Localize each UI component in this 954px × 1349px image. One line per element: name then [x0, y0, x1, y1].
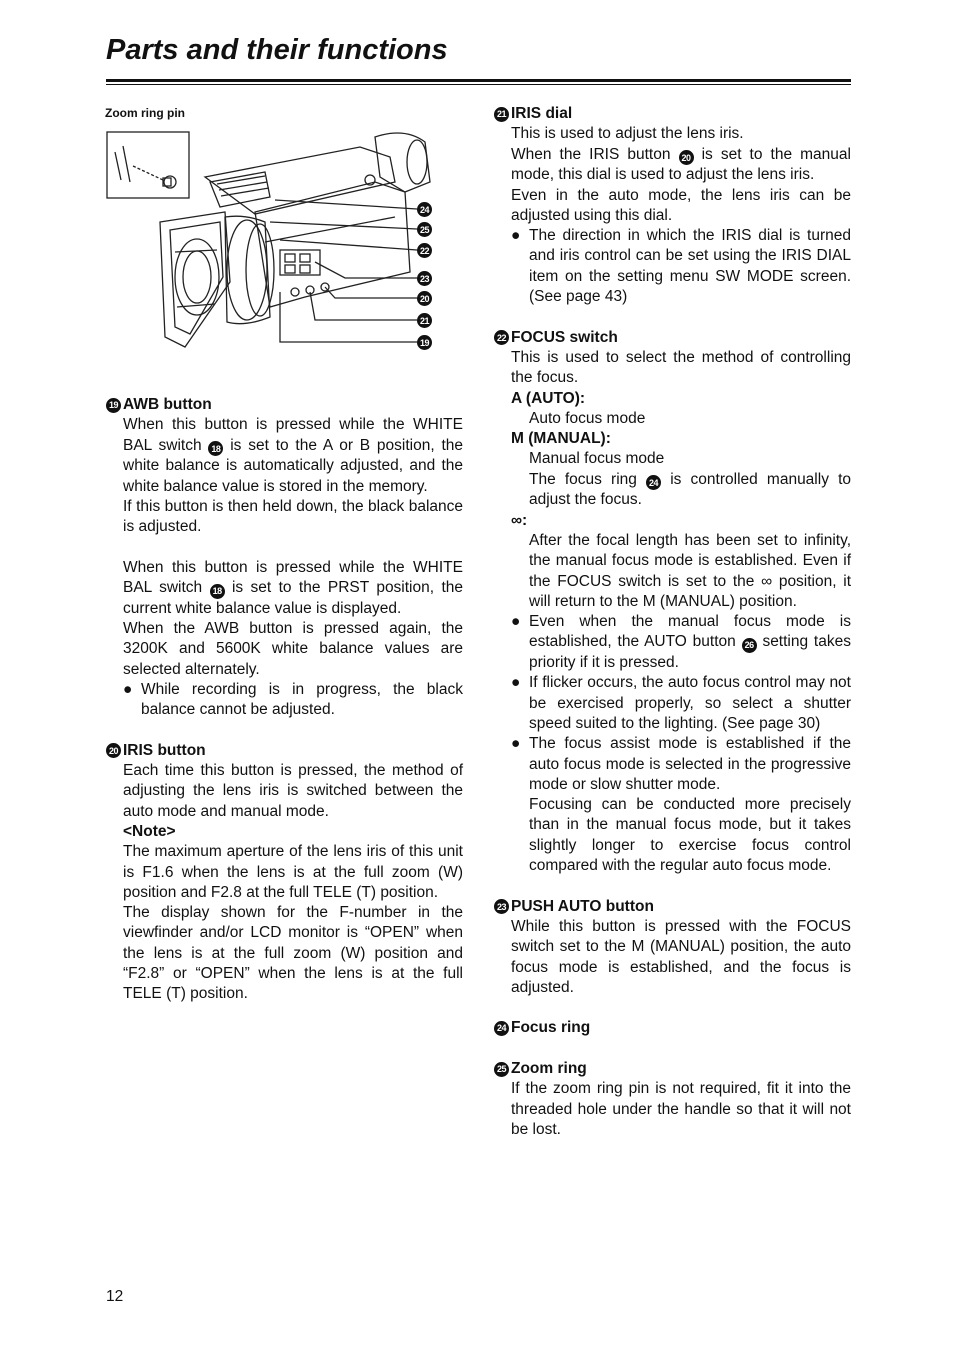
callout-24: 24 [417, 202, 432, 217]
paragraph: Each time this button is pressed, the method of adjusting the lens iris is switched between the auto mode and manual mode. [123, 762, 463, 820]
bullet-item [511, 612, 851, 673]
item-number-badge: 24 [494, 1021, 509, 1036]
section-push-auto-button [494, 897, 851, 998]
page-title: Parts and their functions [106, 34, 448, 66]
item-number-badge: 20 [106, 743, 121, 758]
section-zoom-ring [494, 1059, 851, 1140]
text-run: setting takes priority if it is pressed. [529, 633, 851, 672]
zoom-ring-pin-inset [107, 132, 189, 198]
callout-19: 19 [417, 335, 432, 350]
ref-badge: 18 [208, 441, 223, 456]
text-run: is set to the A or B position, the white balance is automatically adjusted, and the white balance value is stored in the memory. [123, 436, 464, 495]
manual-text-2 [529, 470, 851, 511]
text-run: is controlled manually to adjust the focus. [529, 470, 852, 509]
paragraph [123, 415, 463, 497]
section-title: AWB button [123, 396, 212, 413]
callout-23: 23 [417, 271, 432, 286]
manual-text: Manual focus mode [529, 450, 665, 468]
paragraph: While this button is pressed with the FOCUS switch set to the M (MANUAL) position, the auto focus mode is established, and the focus is adjusted. [511, 917, 851, 996]
section-heading [106, 395, 463, 415]
note-label: <Note> [123, 822, 176, 840]
item-number-badge: 19 [106, 398, 121, 413]
zoom-ring-pin-label: Zoom ring pin [105, 106, 185, 120]
page-number: 12 [106, 1288, 124, 1305]
ref-badge: 24 [646, 475, 661, 490]
ref-badge: 18 [210, 584, 225, 599]
section-heading [106, 741, 463, 761]
title-rule-thin [106, 84, 851, 85]
section-title: IRIS button [123, 741, 206, 759]
auto-label: A (AUTO): [511, 389, 586, 407]
paragraph: If this button is then held down, the black balance is adjusted. [123, 497, 463, 536]
section-title: Zoom ring [511, 1059, 587, 1077]
bullet-icon: ● [511, 227, 521, 245]
paragraph [123, 558, 463, 619]
section-title: IRIS dial [511, 105, 573, 122]
section-awb-button [106, 395, 463, 720]
bullet-text: If flicker occurs, the auto focus control may not be exercised properly, so select a shutter speed suited to the lighting. (See page 30) [529, 674, 851, 732]
paragraph: Even in the auto mode, the lens iris can be adjusted using this dial. [511, 186, 851, 224]
item-number-badge: 23 [494, 899, 509, 914]
left-column [106, 395, 463, 1025]
section-title: FOCUS switch [511, 328, 618, 346]
paragraph: This is used to adjust the lens iris. [511, 125, 744, 143]
callout-22: 22 [417, 243, 432, 258]
section-heading [494, 1018, 851, 1038]
section-heading [494, 1059, 851, 1079]
bullet-icon: ● [511, 613, 521, 631]
text-run: The focus assist mode is established if the auto focus mode is selected in the progressive mode or slow shutter mode. [529, 735, 851, 793]
lens-barrel [225, 216, 270, 323]
paragraph: The maximum aperture of the lens iris of this unit is F1.6 when the lens is at the full zoom (W) position and F2.8 at the full TELE (T) position. [123, 843, 463, 901]
callout-25: 25 [417, 222, 432, 237]
paragraph [511, 145, 851, 186]
section-body [511, 1079, 851, 1140]
bullet-text: The direction in which the IRIS dial is turned and iris control can be set using the IRIS DIAL item on the setting menu SW MODE screen. (See page 43) [529, 227, 851, 306]
manual-label: M (MANUAL): [511, 430, 611, 448]
text-run: When this button is pressed while the WHITE BAL switch [123, 558, 463, 597]
ref-badge: 26 [742, 638, 757, 653]
section-body [511, 348, 851, 876]
bullet-item [123, 680, 463, 721]
right-column [494, 104, 851, 1160]
callout-20: 20 [417, 291, 432, 306]
text-run: Focusing can be conducted more precisely than in the manual focus mode, but it takes slightly longer to exercise focus control compared with the regular auto focus mode. [529, 796, 851, 875]
ref-badge: 20 [679, 150, 694, 165]
bullet-text [529, 734, 851, 876]
text-run: Even when the manual focus mode is established, the AUTO button [529, 613, 851, 651]
section-iris-button [106, 741, 463, 1005]
bullet-icon: ● [511, 674, 521, 692]
section-focus-ring [494, 1018, 851, 1038]
item-number-badge: 21 [494, 107, 509, 122]
section-heading [494, 328, 851, 348]
camcorder-illustration [105, 122, 445, 357]
section-iris-dial [494, 104, 851, 307]
bullet-item [511, 226, 851, 307]
infinity-label: ∞: [511, 511, 528, 529]
text-run: When this button is pressed while the WHITE BAL switch [123, 416, 463, 454]
bullet-item [511, 734, 851, 876]
paragraph: When the AWB button is pressed again, the 3200K and 5600K white balance values are selected alternately. [123, 619, 463, 678]
title-rule [106, 79, 851, 82]
paragraph: The display shown for the F-number in the viewfinder and/or LCD monitor is “OPEN” when the lens is at the full zoom (W) position and “F2.8” or “OPEN” when the lens is at the full TELE (T) position. [123, 904, 463, 1003]
section-title: Focus ring [511, 1019, 591, 1037]
bullet-text: While recording is in progress, the black balance cannot be adjusted. [141, 680, 463, 719]
text-run: When the IRIS button [511, 145, 671, 163]
item-number-badge: 22 [494, 330, 509, 345]
section-heading [494, 104, 851, 124]
section-title: PUSH AUTO button [511, 897, 654, 915]
text-run: is set to the manual mode, this dial is used to adjust the lens iris. [511, 145, 851, 184]
bullet-text [529, 612, 851, 673]
auto-text: Auto focus mode [529, 409, 646, 427]
item-number-badge: 25 [494, 1062, 509, 1077]
paragraph: This is used to select the method of controlling the focus. [511, 348, 851, 387]
paragraph: If the zoom ring pin is not required, fit it into the threaded hole under the handle so that it will not be lost. [511, 1080, 851, 1138]
section-body [123, 761, 463, 1005]
bullet-icon: ● [511, 735, 521, 753]
section-body [511, 124, 851, 307]
infinity-text: After the focal length has been set to infinity, the manual focus mode is established. Even if the FOCUS switch is set to the ∞ position, it will return to the M (MANUAL) position. [529, 531, 851, 610]
section-body [511, 917, 851, 998]
text-run: is set to the PRST position, the current white balance value is displayed. [123, 579, 463, 617]
callout-21: 21 [417, 313, 432, 328]
bullet-icon: ● [123, 680, 133, 698]
section-heading [494, 897, 851, 917]
focus-ring [227, 220, 267, 320]
section-focus-switch [494, 328, 851, 877]
text-run: The focus ring [529, 470, 637, 488]
section-body [123, 415, 463, 720]
bullet-item [511, 673, 851, 734]
